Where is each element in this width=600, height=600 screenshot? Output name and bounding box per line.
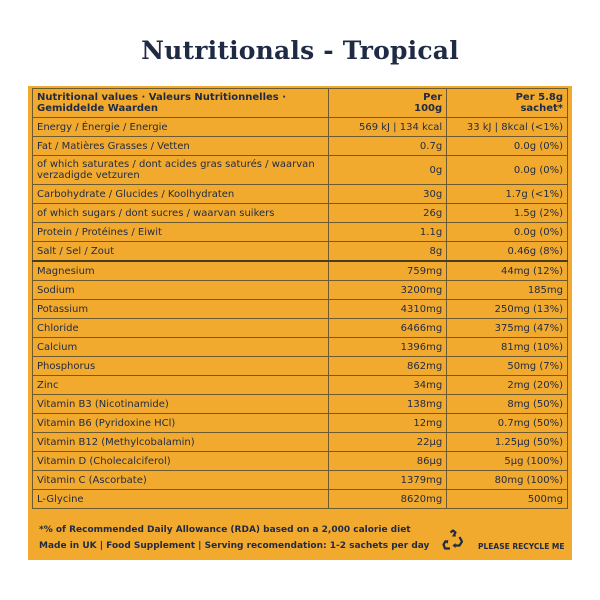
- header-per-100g-line2: 100g: [414, 103, 443, 114]
- header-per-sachet-line2: sachet*: [520, 103, 563, 114]
- header-label: Nutritional values · Valeurs Nutritionnelles · Gemiddelde Waarden: [33, 89, 329, 118]
- row-per-sachet: 1.5g (2%): [447, 204, 568, 223]
- row-label: Phosphorus: [33, 357, 329, 376]
- row-per-100g: 0g: [329, 156, 447, 185]
- table-row: [33, 338, 568, 357]
- nutrition-panel: [28, 86, 572, 560]
- table-row: [33, 414, 568, 433]
- row-label: Zinc: [33, 376, 329, 395]
- row-per-100g: 26g: [329, 204, 447, 223]
- row-per-sachet: 8mg (50%): [447, 395, 568, 414]
- row-per-sachet: 1.7g (<1%): [447, 185, 568, 204]
- row-per-sachet: 81mg (10%): [447, 338, 568, 357]
- row-per-sachet: 0.7mg (50%): [447, 414, 568, 433]
- row-per-100g: 8g: [329, 242, 447, 262]
- table-row: [33, 357, 568, 376]
- row-label: Vitamin B12 (Methylcobalamin): [33, 433, 329, 452]
- made-in-note: Made in UK | Food Supplement | Serving recomendation: 1-2 sachets per day: [39, 541, 430, 551]
- header-per-sachet-line1: Per 5.8g: [515, 92, 563, 103]
- row-per-100g: 1379mg: [329, 471, 447, 490]
- row-per-sachet: 375mg (47%): [447, 319, 568, 338]
- recycle-icon: [441, 528, 465, 552]
- header-per-100g: [329, 89, 447, 118]
- table-row: [33, 300, 568, 319]
- row-per-100g: 862mg: [329, 357, 447, 376]
- table-row: [33, 223, 568, 242]
- row-per-100g: 22µg: [329, 433, 447, 452]
- header-per-sachet: [447, 89, 568, 118]
- row-label: L-Glycine: [33, 490, 329, 509]
- row-per-sachet: 185mg: [447, 281, 568, 300]
- table-row: [33, 281, 568, 300]
- row-label: Chloride: [33, 319, 329, 338]
- row-per-100g: 30g: [329, 185, 447, 204]
- row-label: Potassium: [33, 300, 329, 319]
- row-per-sachet: 50mg (7%): [447, 357, 568, 376]
- row-label: Vitamin B3 (Nicotinamide): [33, 395, 329, 414]
- row-label: Salt / Sel / Zout: [33, 242, 329, 262]
- nutrition-table: [32, 88, 568, 509]
- row-per-100g: 138mg: [329, 395, 447, 414]
- row-per-sachet: 0.0g (0%): [447, 137, 568, 156]
- row-per-sachet: 0.0g (0%): [447, 223, 568, 242]
- row-per-sachet: 1.25µg (50%): [447, 433, 568, 452]
- table-row: [33, 185, 568, 204]
- table-row: [33, 156, 568, 185]
- row-per-100g: 0.7g: [329, 137, 447, 156]
- table-row: [33, 242, 568, 262]
- table-row: [33, 376, 568, 395]
- table-row: [33, 471, 568, 490]
- row-per-100g: 86µg: [329, 452, 447, 471]
- row-per-sachet: 0.0g (0%): [447, 156, 568, 185]
- row-label: Protein / Protéines / Eiwit: [33, 223, 329, 242]
- page-title: Nutritionals - Tropical: [141, 36, 459, 65]
- row-per-sachet: 500mg: [447, 490, 568, 509]
- row-label: Carbohydrate / Glucides / Koolhydraten: [33, 185, 329, 204]
- row-per-100g: 8620mg: [329, 490, 447, 509]
- row-per-100g: 1396mg: [329, 338, 447, 357]
- row-label: Vitamin B6 (Pyridoxine HCl): [33, 414, 329, 433]
- row-per-sachet: 2mg (20%): [447, 376, 568, 395]
- row-label: of which saturates / dont acides gras saturés / waarvan verzadigde vetzuren: [33, 156, 329, 185]
- row-per-100g: 34mg: [329, 376, 447, 395]
- row-label: Magnesium: [33, 261, 329, 281]
- table-row: [33, 118, 568, 137]
- table-row: [33, 319, 568, 338]
- row-label: Energy / Énergie / Energie: [33, 118, 329, 137]
- row-per-100g: 759mg: [329, 261, 447, 281]
- row-per-sachet: 33 kJ | 8kcal (<1%): [447, 118, 568, 137]
- table-header-row: [33, 89, 568, 118]
- row-label: Fat / Matières Grasses / Vetten: [33, 137, 329, 156]
- table-row: [33, 433, 568, 452]
- row-label: Sodium: [33, 281, 329, 300]
- row-label: Vitamin C (Ascorbate): [33, 471, 329, 490]
- row-per-sachet: 80mg (100%): [447, 471, 568, 490]
- table-row: [33, 395, 568, 414]
- table-row: [33, 137, 568, 156]
- row-per-sachet: 44mg (12%): [447, 261, 568, 281]
- row-label: Calcium: [33, 338, 329, 357]
- row-per-100g: 3200mg: [329, 281, 447, 300]
- table-row: [33, 490, 568, 509]
- recycle-text: PLEASE RECYCLE ME: [478, 542, 565, 551]
- row-label: Vitamin D (Cholecalciferol): [33, 452, 329, 471]
- row-per-sachet: 250mg (13%): [447, 300, 568, 319]
- row-per-100g: 569 kJ | 134 kcal: [329, 118, 447, 137]
- header-per-100g-line1: Per: [423, 92, 443, 103]
- table-row: [33, 261, 568, 281]
- row-per-100g: 4310mg: [329, 300, 447, 319]
- row-per-100g: 12mg: [329, 414, 447, 433]
- row-per-sachet: 5µg (100%): [447, 452, 568, 471]
- row-per-sachet: 0.46g (8%): [447, 242, 568, 262]
- table-row: [33, 452, 568, 471]
- rda-note: *% of Recommended Daily Allowance (RDA) based on a 2,000 calorie diet: [39, 525, 411, 535]
- table-row: [33, 204, 568, 223]
- row-label: of which sugars / dont sucres / waarvan suikers: [33, 204, 329, 223]
- row-per-100g: 6466mg: [329, 319, 447, 338]
- row-per-100g: 1.1g: [329, 223, 447, 242]
